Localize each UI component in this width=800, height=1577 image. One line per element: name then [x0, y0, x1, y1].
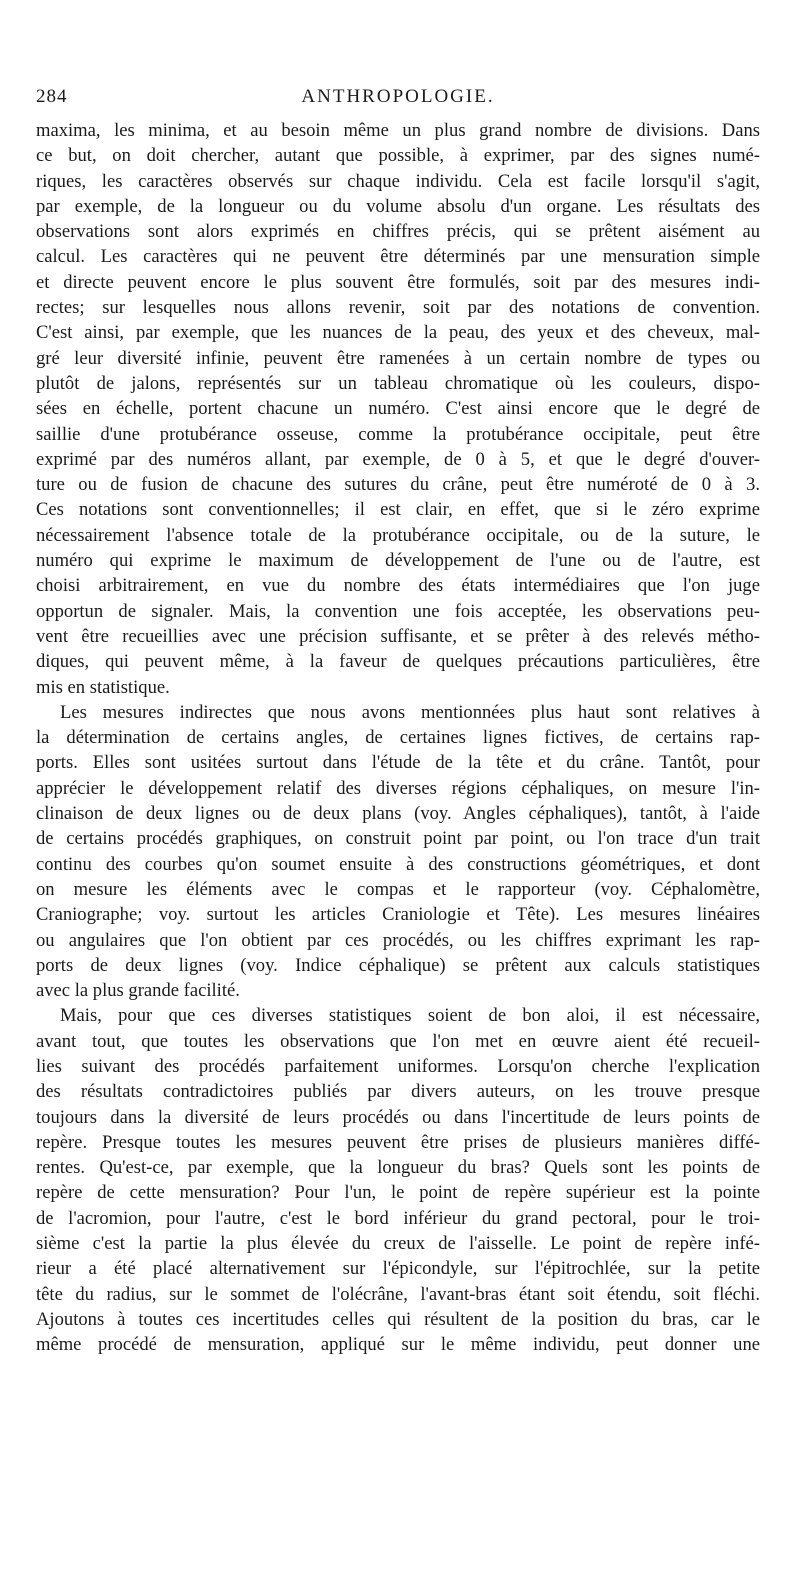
text-line: Mais, pour que ces diverses statistiques soient de bon aloi, il est nécessaire,: [60, 1005, 760, 1027]
page-number: 284: [36, 86, 68, 107]
text-line: riques, les caractères observés sur chaque individu. Cela est facile lorsqu'il s'agit,: [36, 170, 760, 192]
text-line: clinaison de deux lignes ou de deux plans (voy. Angles céphaliques), tantôt, à l'aide: [36, 803, 760, 825]
paragraph: [36, 1003, 760, 1357]
text-line: plutôt de jalons, représentés sur un tableau chromatique où les couleurs, dispo-: [36, 372, 760, 394]
text-line: gré leur diversité infinie, peuvent être ramenées à un certain nombre de types ou: [36, 347, 760, 369]
text-line: observations sont alors exprimés en chiffres précis, qui se prêtent aisément au: [36, 221, 760, 243]
text-line: rentes. Qu'est-ce, par exemple, que la longueur du bras? Quels sont les points de: [36, 1157, 760, 1179]
text-line: même procédé de mensuration, appliqué sur le même individu, peut donner une: [36, 1334, 760, 1356]
text-line: ou angulaires que l'on obtient par ces procédés, ou les chiffres exprimant les rap-: [36, 929, 760, 951]
text-line: ture ou de fusion de chacune des sutures du crâne, peut être numéroté de 0 à 3.: [36, 474, 760, 496]
text-line: rieur a été placé alternativement sur l'épicondyle, sur l'épitrochlée, sur la petite: [36, 1258, 760, 1280]
text-line: nécessairement l'absence totale de la protubérance occipitale, ou de la suture, le: [36, 524, 760, 546]
text-line: choisi arbitrairement, en vue du nombre des états intermédiaires que l'on juge: [36, 575, 760, 597]
text-line: numéro qui exprime le maximum de développement de l'une ou de l'autre, est: [36, 550, 760, 572]
text-line: sième c'est la partie la plus élevée du creux de l'aisselle. Le point de repère infé-: [36, 1233, 760, 1255]
text-line: continu des courbes qu'on soumet ensuite à des constructions géométriques, et dont: [36, 853, 760, 875]
text-line: repère. Presque toutes les mesures peuvent être prises de plusieurs manières diffé-: [36, 1131, 760, 1153]
paragraph: [36, 118, 760, 700]
text-line: rectes; sur lesquelles nous allons revenir, soit par des notations de convention.: [36, 297, 760, 319]
text-line: exprimé par des numéros allant, par exemple, de 0 à 5, et que le degré d'ouver-: [36, 448, 760, 470]
text-line: C'est ainsi, par exemple, que les nuances de la peau, des yeux et des cheveux, mal-: [36, 322, 760, 344]
text-line: saillie d'une protubérance osseuse, comme la protubérance occipitale, peut être: [36, 423, 760, 445]
text-line: de certains procédés graphiques, on construit point par point, ou l'on trace d'un trait: [36, 828, 760, 850]
page-header: [36, 86, 760, 112]
text-line: toujours dans la diversité de leurs procédés ou dans l'incertitude de leurs points de: [36, 1106, 760, 1128]
text-line: opportun de signaler. Mais, la convention une fois acceptée, les observations peu-: [36, 600, 760, 622]
text-line: calcul. Les caractères qui ne peuvent être déterminés par une mensuration simple: [36, 246, 760, 268]
text-line: la détermination de certains angles, de certaines lignes fictives, de certains rap-: [36, 727, 760, 749]
text-line: maxima, les minima, et au besoin même un plus grand nombre de divisions. Dans: [36, 120, 760, 141]
text-line: par exemple, de la longueur ou du volume absolu d'un organe. Les résultats des: [36, 195, 760, 217]
text-line: mis en statistique.: [36, 676, 170, 698]
text-line: et directe peuvent encore le plus souvent être formulés, soit par des mesures indi-: [36, 271, 760, 293]
text-line: apprécier le développement relatif des diverses régions céphaliques, on mesure l'in-: [36, 777, 760, 799]
text-line: lies suivant des procédés parfaitement uniformes. Lorsqu'on cherche l'explication: [36, 1055, 760, 1077]
text-line: avec la plus grande facilité.: [36, 980, 240, 1002]
text-line: vent être recueillies avec une précision suffisante, et se prêter à des relevés métho-: [36, 625, 760, 647]
text-line: repère de cette mensuration? Pour l'un, le point de repère supérieur est la pointe: [36, 1182, 760, 1204]
text-line: Ajoutons à toutes ces incertitudes celles qui résultent de la position du bras, car le: [36, 1308, 760, 1330]
text-line: on mesure les éléments avec le compas et le rapporteur (voy. Céphalomètre,: [36, 878, 760, 900]
text-line: Les mesures indirectes que nous avons mentionnées plus haut sont relatives à: [60, 701, 760, 723]
running-title: ANTHROPOLOGIE.: [301, 86, 495, 107]
text-line: sées en échelle, portent chacune un numéro. C'est ainsi encore que le degré de: [36, 398, 760, 420]
paragraph: [36, 700, 760, 1004]
text-line: ce but, on doit chercher, autant que possible, à exprimer, par des signes numé-: [36, 145, 760, 167]
text-line: diques, qui peuvent même, à la faveur de quelques précautions particulières, être: [36, 651, 760, 673]
text-line: tête du radius, sur le sommet de l'olécrâne, l'avant-bras étant soit étendu, soit fléchi.: [36, 1283, 760, 1305]
text-line: Craniographe; voy. surtout les articles Craniologie et Tête). Les mesures linéaires: [36, 904, 760, 926]
text-line: avant tout, que toutes les observations que l'on met en œuvre aient été recueil-: [36, 1030, 760, 1052]
text-line: ports. Elles sont usitées surtout dans l'étude de la tête et du crâne. Tantôt, pour: [36, 752, 760, 774]
text-line: des résultats contradictoires publiés par divers auteurs, on les trouve presque: [36, 1081, 760, 1103]
text-line: Ces notations sont conventionnelles; il est clair, en effet, que si le zéro exprime: [36, 499, 760, 521]
text-line: ports de deux lignes (voy. Indice céphalique) se prêtent aux calculs statistiques: [36, 954, 760, 976]
text-line: de l'acromion, pour l'autre, c'est le bord inférieur du grand pectoral, pour le troi-: [36, 1207, 760, 1229]
body-text: [36, 118, 760, 1358]
